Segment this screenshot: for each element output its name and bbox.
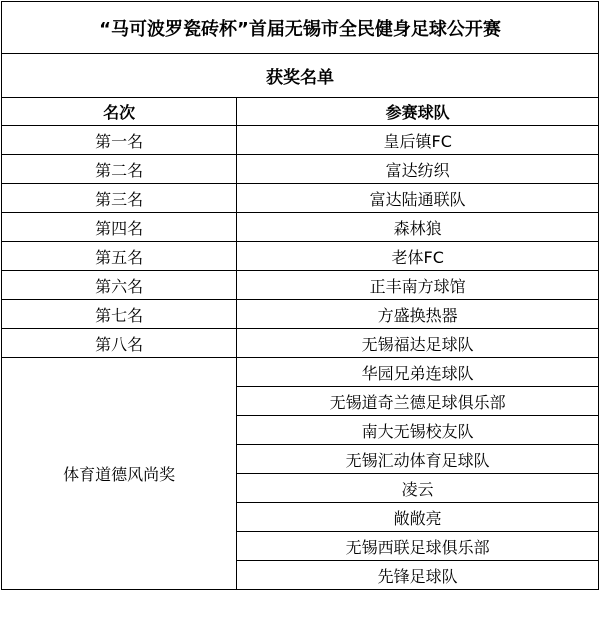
column-header-team: 参赛球队 bbox=[237, 98, 599, 126]
team-cell: 富达纺织 bbox=[237, 155, 599, 184]
team-cell: 无锡道奇兰德足球俱乐部 bbox=[237, 387, 599, 416]
award-table bbox=[1, 1, 599, 590]
team-cell: 无锡福达足球队 bbox=[237, 329, 599, 358]
table-row bbox=[2, 358, 599, 387]
team-cell: 先锋足球队 bbox=[237, 561, 599, 590]
team-cell: 方盛换热器 bbox=[237, 300, 599, 329]
rank-cell: 第六名 bbox=[2, 271, 237, 300]
team-cell: 皇后镇FC bbox=[237, 126, 599, 155]
team-cell: 敞敞亮 bbox=[237, 503, 599, 532]
team-cell: 森林狼 bbox=[237, 213, 599, 242]
rank-cell: 第二名 bbox=[2, 155, 237, 184]
rank-cell: 第三名 bbox=[2, 184, 237, 213]
table-row bbox=[2, 329, 599, 358]
rank-cell: 第七名 bbox=[2, 300, 237, 329]
table-row bbox=[2, 126, 599, 155]
sportsmanship-award-label: 体育道德风尚奖 bbox=[2, 358, 237, 590]
team-cell: 正丰南方球馆 bbox=[237, 271, 599, 300]
table-subtitle: 获奖名单 bbox=[2, 54, 599, 98]
table-row bbox=[2, 300, 599, 329]
team-cell: 无锡西联足球俱乐部 bbox=[237, 532, 599, 561]
rank-cell: 第五名 bbox=[2, 242, 237, 271]
column-header-rank: 名次 bbox=[2, 98, 237, 126]
table-row bbox=[2, 271, 599, 300]
table-title: “马可波罗瓷砖杯”首届无锡市全民健身足球公开赛 bbox=[2, 2, 599, 54]
team-cell: 凌云 bbox=[237, 474, 599, 503]
table-row bbox=[2, 242, 599, 271]
rank-cell: 第四名 bbox=[2, 213, 237, 242]
table-row bbox=[2, 184, 599, 213]
team-cell: 老体FC bbox=[237, 242, 599, 271]
team-cell: 华园兄弟连球队 bbox=[237, 358, 599, 387]
team-cell: 富达陆通联队 bbox=[237, 184, 599, 213]
rank-cell: 第八名 bbox=[2, 329, 237, 358]
table-row bbox=[2, 213, 599, 242]
rank-cell: 第一名 bbox=[2, 126, 237, 155]
team-cell: 无锡汇动体育足球队 bbox=[237, 445, 599, 474]
table-row bbox=[2, 155, 599, 184]
team-cell: 南大无锡校友队 bbox=[237, 416, 599, 445]
